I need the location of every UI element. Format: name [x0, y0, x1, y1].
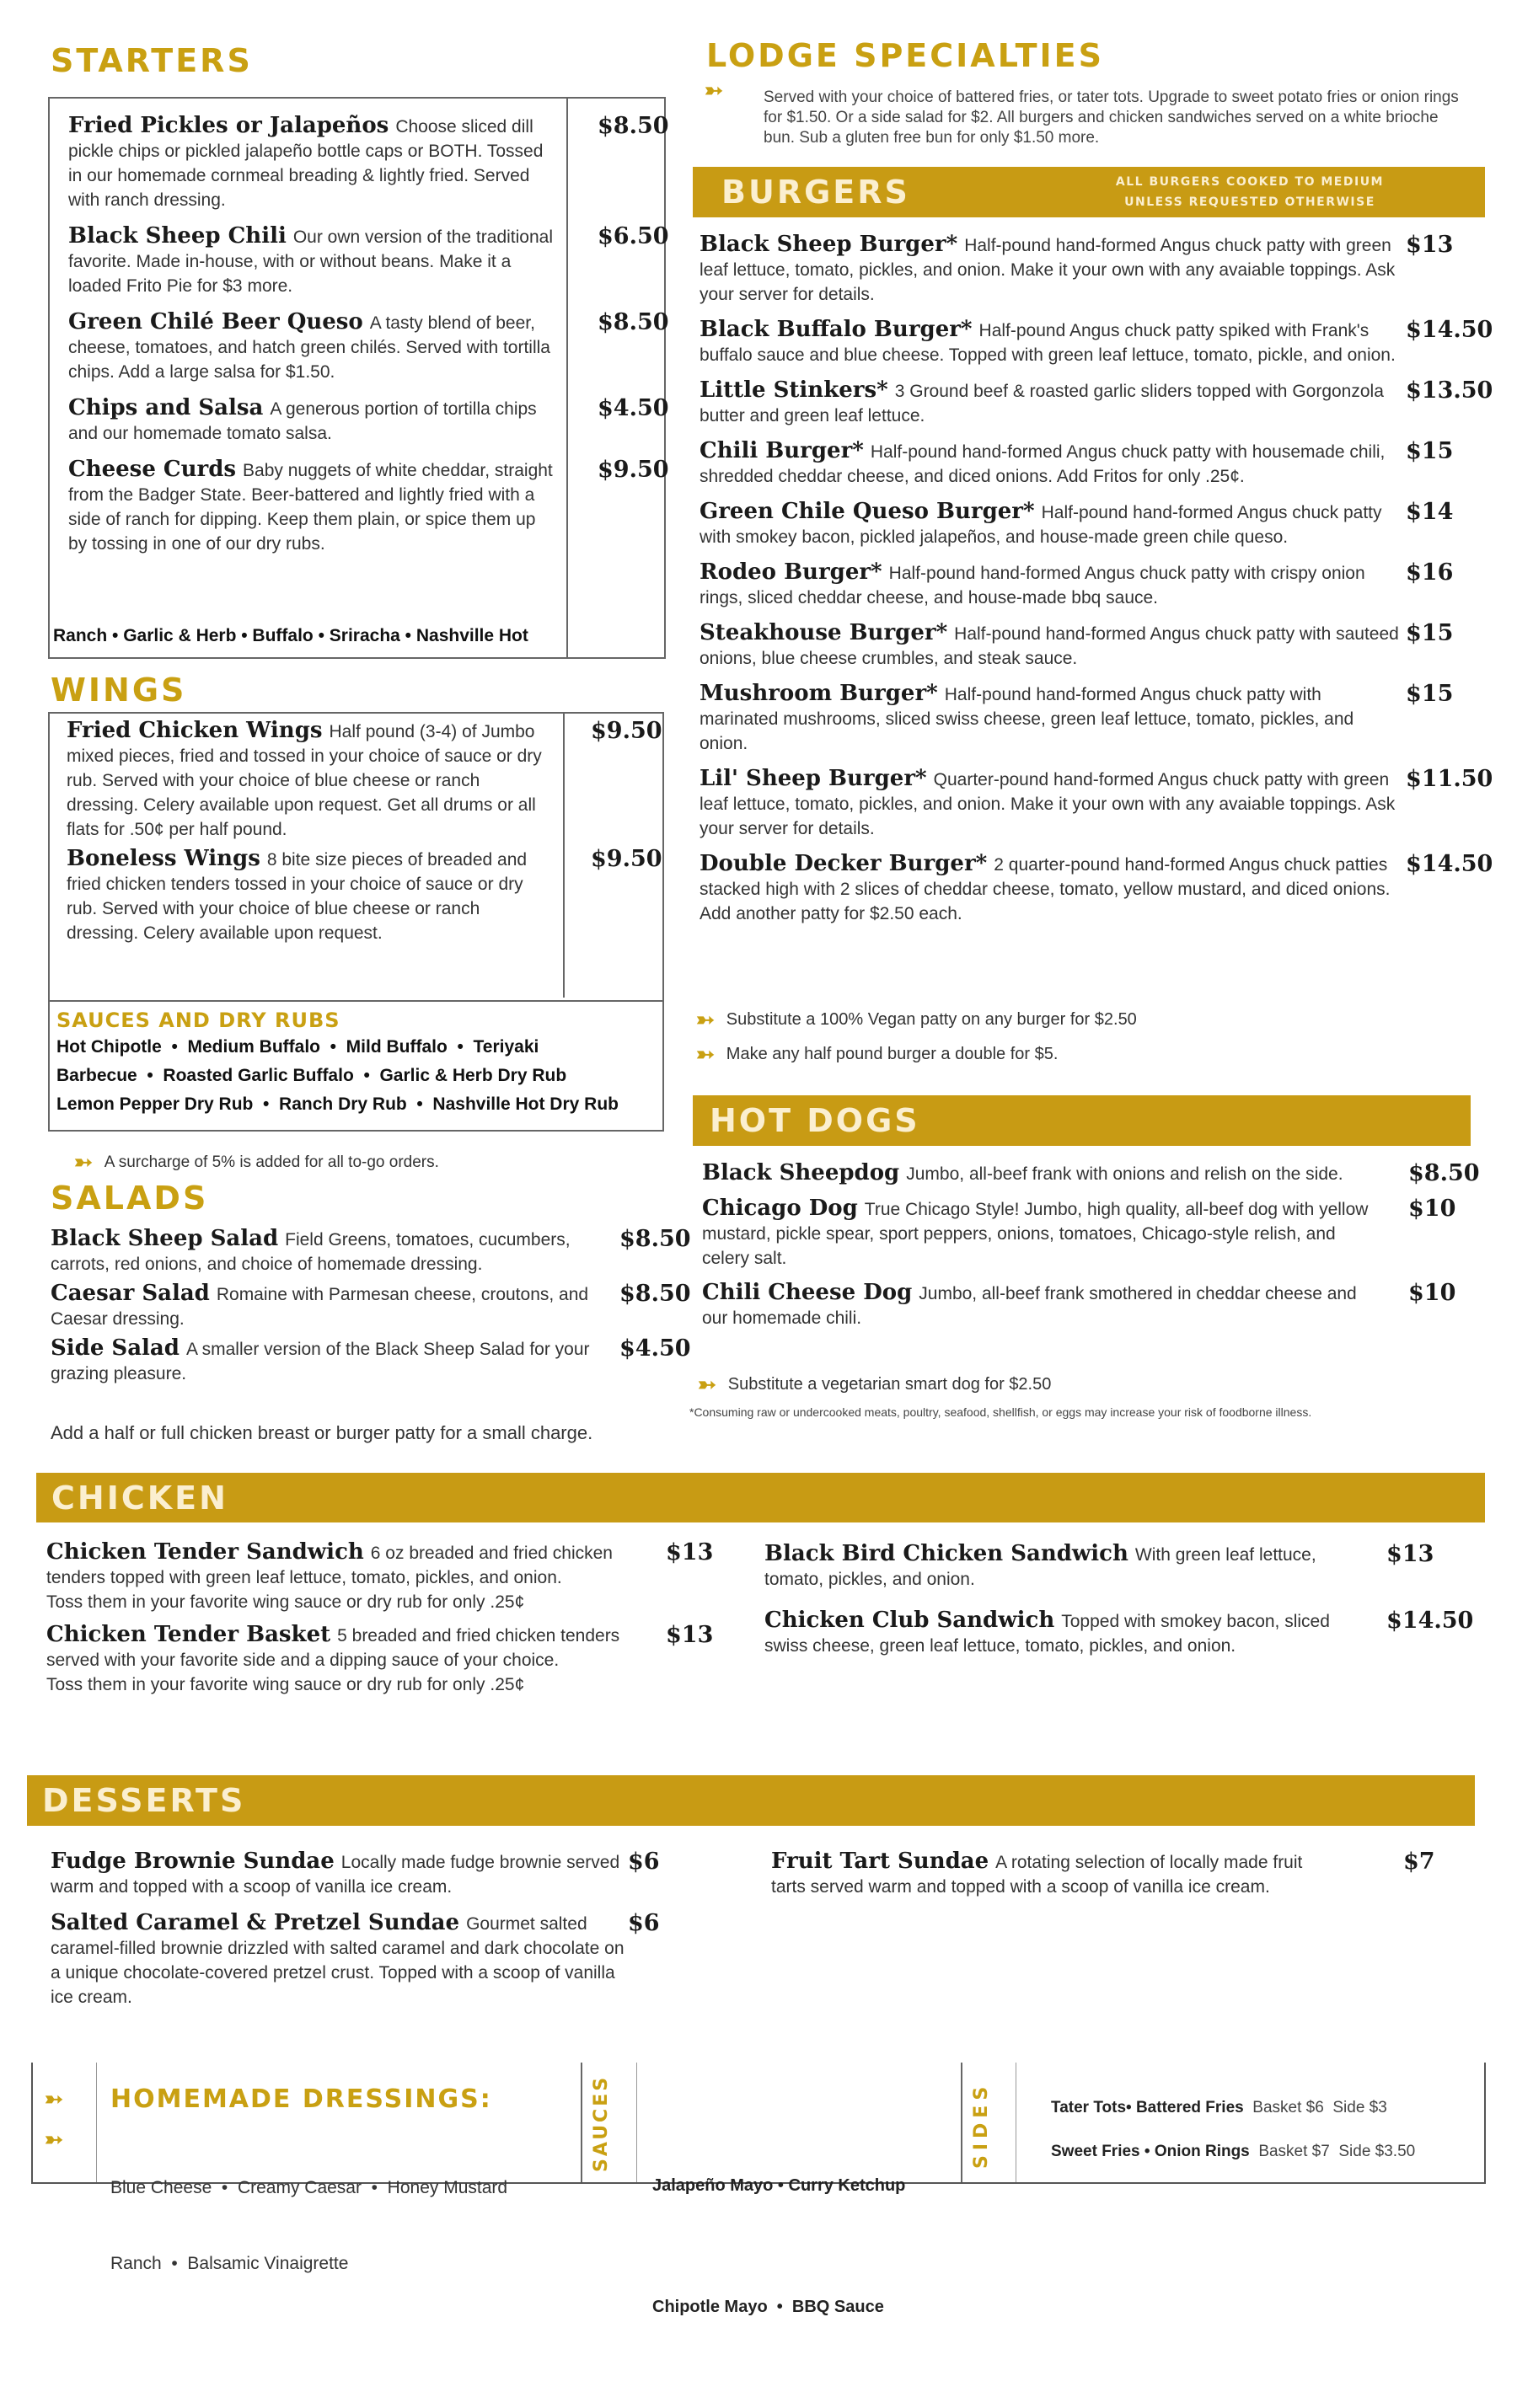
item-name: Chips and Salsa: [68, 395, 264, 420]
starters-box: [48, 97, 669, 659]
item-name: Black Bird Chicken Sandwich: [764, 1541, 1128, 1566]
salads-footer: Add a half or full chicken breast or burger patty for a small charge.: [51, 1422, 593, 1443]
item-description: Baby nuggets of white cheddar, straight from the Badger State. Beer-battered and lightly fried with a side of ranch for dipping. Keep them plain, or spice them up by tossing in one of our dry rubs.: [68, 461, 553, 554]
menu-item: [68, 395, 669, 446]
sides-label: SIDES: [971, 2081, 992, 2169]
menu-item: [51, 1281, 691, 1331]
arrow-icon: ➳: [696, 1007, 715, 1032]
condiments-strip: [31, 2063, 1486, 2316]
dressings-line: Blue Cheese • Creamy Caesar • Honey Mustard: [110, 2178, 508, 2197]
price-divider: [566, 99, 568, 657]
item-price: $14.50: [1386, 1608, 1474, 1634]
item-price: $4.50: [598, 395, 669, 421]
item-price: $6.50: [598, 223, 669, 249]
item-description: Half-pound hand-formed Angus chuck patty with smokey bacon, pickled jalapeños, and house-made green chile queso.: [700, 503, 1382, 547]
sauce-line: Lemon Pepper Dry Rub • Ranch Dry Rub • Nashville Hot Dry Rub: [56, 1094, 619, 1114]
item-name: Chili Burger*: [700, 438, 864, 463]
item-name: Chicken Tender Basket: [46, 1622, 331, 1647]
item-description: A rotating selection of locally made fruit tarts served warm and topped with a scoop of vanilla ice cream.: [771, 1853, 1303, 1897]
divider: [581, 2063, 582, 2182]
item-price: $15: [1406, 620, 1454, 646]
surcharge-text: A surcharge of 5% is added for all to-go orders.: [104, 1153, 439, 1171]
item-price: $9.50: [591, 846, 662, 872]
item-price: $13: [1406, 232, 1454, 258]
hotdogs-list: [702, 1160, 1480, 1340]
menu-item: [700, 559, 1454, 610]
item-price: $8.50: [598, 309, 669, 335]
burgers-list: [700, 232, 1493, 937]
item-price: $14.50: [1406, 317, 1493, 343]
menu-item: [700, 681, 1454, 756]
side-name: Sweet Fries • Onion Rings: [1051, 2143, 1250, 2160]
item-price: $11.50: [1406, 766, 1493, 792]
item-description: Locally made fudge brownie served warm and topped with a scoop of vanilla ice cream.: [51, 1853, 620, 1897]
item-description: 6 oz breaded and fried chicken tenders topped with green leaf lettuce, tomato, pickles, and onion.: [46, 1544, 613, 1587]
menu-item: [702, 1160, 1480, 1186]
item-name: Fruit Tart Sundae: [771, 1849, 989, 1874]
arrow-icon: ➳: [74, 1149, 93, 1175]
item-price: $6: [628, 1910, 660, 1936]
item-price: $8.50: [1408, 1160, 1480, 1186]
item-description: With green leaf lettuce, tomato, pickles, and onion.: [764, 1545, 1316, 1589]
item-description: A generous portion of tortilla chips and our homemade tomato salsa.: [68, 399, 537, 443]
item-description: A smaller version of the Black Sheep Salad for your grazing pleasure.: [51, 1340, 590, 1383]
item-price: $13.50: [1406, 377, 1493, 404]
item-description: Gourmet salted caramel-filled brownie drizzled with salted caramel and dark chocolate on a unique chocolate-covered pretzel crust. Topped with a scoop of vanilla ice cream.: [51, 1914, 624, 2007]
sauces-title: SAUCES AND DRY RUBS: [56, 1009, 340, 1032]
menu-item: [67, 718, 662, 842]
item-name: Side Salad: [51, 1335, 180, 1361]
wings-box: [48, 712, 664, 1132]
item-name: Lil' Sheep Burger*: [700, 766, 927, 791]
salads-title: SALADS: [51, 1180, 209, 1217]
side-price: Basket $6 Side $3: [1252, 2099, 1387, 2116]
item-price: $8.50: [619, 1226, 691, 1252]
item-description: Half-pound hand-formed Angus chuck patty with housemade chili, shredded cheddar cheese, and diced onions. Add Fritos for only .25¢.: [700, 442, 1386, 486]
burgers-subtitle: ALL BURGERS COOKED TO MEDIUM: [1115, 175, 1384, 189]
item-name: Mushroom Burger*: [700, 681, 938, 706]
item-name: Steakhouse Burger*: [700, 620, 948, 645]
menu-item: [51, 1910, 660, 2009]
item-extra: Toss them in your favorite wing sauce or dry rub for only .25¢: [46, 1675, 525, 1694]
item-description: Half-pound hand-formed Angus chuck patty with sauteed onions, blue cheese crumbles, and steak sauce.: [700, 624, 1399, 668]
note-text: Make any half pound burger a double for $5.: [726, 1045, 1059, 1063]
divider: [636, 2063, 637, 2182]
item-name: Black Sheep Chili: [68, 223, 287, 249]
item-description: Choose sliced dill pickle chips or pickled jalapeño bottle caps or BOTH. Tossed in our homemade cornmeal breading & lightly fried. Served with ranch dressing.: [68, 117, 544, 210]
item-price: $4.50: [619, 1335, 691, 1362]
divider: [50, 1000, 662, 1002]
item-description: Our own version of the traditional favorite. Made in-house, with or without beans. Make it a loaded Frito Pie for $3 more.: [68, 227, 553, 296]
item-price: $10: [1408, 1196, 1456, 1222]
wings-list: [67, 718, 662, 950]
wings-title: WINGS: [51, 672, 187, 709]
note-text: Substitute a vegetarian smart dog for $2.50: [727, 1375, 1052, 1394]
item-name: Chicken Club Sandwich: [764, 1608, 1055, 1633]
dressings-line: Ranch • Balsamic Vinaigrette: [110, 2254, 349, 2273]
item-name: Black Buffalo Burger*: [700, 317, 973, 342]
hotdogs-band: [693, 1095, 1471, 1146]
menu-item: [51, 1849, 660, 1899]
menu-item: [700, 851, 1493, 926]
item-price: $6: [628, 1849, 660, 1875]
menu-item: [700, 438, 1454, 489]
item-name: Black Sheepdog: [702, 1160, 900, 1185]
menu-item: [700, 232, 1454, 307]
item-description: Half-pound hand-formed Angus chuck patty with marinated mushrooms, sliced swiss cheese, green leaf lettuce, tomato, pickles, and onion.: [700, 685, 1354, 753]
item-price: $7: [1403, 1849, 1435, 1875]
item-price: $10: [1408, 1280, 1456, 1306]
menu-item: [764, 1608, 1474, 1658]
item-name: Caesar Salad: [51, 1281, 210, 1306]
arrow-icon: ➳: [696, 1041, 715, 1067]
menu-item: [68, 113, 669, 212]
burgers-band: [693, 167, 1485, 217]
item-name: Black Sheep Salad: [51, 1226, 279, 1251]
vegan-note: [696, 1007, 1137, 1033]
sauce-line: Barbecue • Roasted Garlic Buffalo • Garlic & Herb Dry Rub: [56, 1066, 567, 1085]
item-name: Black Sheep Burger*: [700, 232, 958, 257]
menu-item: [700, 766, 1493, 841]
item-name: Chicago Dog: [702, 1196, 858, 1221]
dressings-title: HOMEMADE DRESSINGS:: [110, 2084, 492, 2114]
menu-item: [51, 1226, 691, 1276]
item-description: Half-pound Angus chuck patty spiked with Frank's buffalo sauce and blue cheese. Topped with green leaf lettuce, tomato, pickle, and onion.: [700, 321, 1396, 365]
item-description: Jumbo, all-beef frank with onions and relish on the side.: [906, 1164, 1343, 1184]
item-name: Rodeo Burger*: [700, 559, 882, 585]
sauces-label: SAUCES: [591, 2074, 612, 2172]
item-price: $16: [1406, 559, 1454, 586]
item-name: Double Decker Burger*: [700, 851, 988, 876]
lodge-note: Served with your choice of battered fries, or tater tots. Upgrade to sweet potato fries or onion rings for $1.50. Or a side salad for $2. All burgers and chicken sandwiches served on a white brioche bun. Sub a gluten free bun for only $1.50 more.: [764, 88, 1459, 147]
item-extra: Toss them in your favorite wing sauce or dry rub for only .25¢: [46, 1592, 525, 1612]
menu-item: [67, 846, 662, 945]
menu-item: [700, 377, 1493, 428]
item-name: Green Chile Queso Burger*: [700, 499, 1035, 524]
side-item: [1051, 2130, 1415, 2174]
menu-item: [700, 317, 1493, 367]
smartdog-note: [698, 1372, 1051, 1398]
divider: [961, 2063, 962, 2182]
menu-item: [764, 1541, 1434, 1592]
item-description: Half pound (3-4) of Jumbo mixed pieces, fried and tossed in your choice of sauce or dry rub. Served with your choice of blue cheese or ranch dressing. Celery available upon request. Get all drums or all flats for .50¢ per half pound.: [67, 722, 542, 839]
desserts-left-list: [51, 1849, 660, 2021]
desserts-right-list: [771, 1849, 1435, 1911]
item-name: Salted Caramel & Pretzel Sundae: [51, 1910, 460, 1935]
burgers-subtitle: UNLESS REQUESTED OTHERWISE: [1124, 195, 1375, 209]
item-description: A tasty blend of beer, cheese, tomatoes, and hatch green chilés. Served with tortilla chips. Add a large salsa for $1.50.: [68, 313, 550, 382]
surcharge-note: [74, 1149, 439, 1175]
food-disclaimer: *Consuming raw or undercooked meats, poultry, seafood, shellfish, or eggs may increase your risk of foodborne illness.: [689, 1405, 1312, 1419]
note-text: Substitute a 100% Vegan patty on any burger for $2.50: [726, 1010, 1137, 1029]
double-note: [696, 1041, 1137, 1068]
menu-item: [771, 1849, 1435, 1899]
item-price: $13: [666, 1622, 714, 1648]
starters-dips: Ranch • Garlic & Herb • Buffalo • Sriracha • Nashville Hot: [53, 626, 528, 645]
item-description: 3 Ground beef & roasted garlic sliders topped with Gorgonzola butter and green leaf lettuce.: [700, 382, 1384, 425]
side-item: [1051, 2086, 1415, 2130]
item-name: Fried Chicken Wings: [67, 718, 323, 743]
menu-item: [46, 1622, 714, 1697]
item-description: 2 quarter-pound hand-formed Angus chuck patties stacked high with 2 slices of cheddar cheese, tomato, yellow mustard, and diced onions. Add another patty for $2.50 each.: [700, 855, 1391, 923]
sauce-line: Jalapeño Mayo • Curry Ketchup: [652, 2176, 906, 2195]
item-price: $14.50: [1406, 851, 1493, 877]
menu-item: [46, 1539, 714, 1614]
item-price: $13: [1386, 1541, 1434, 1567]
item-description: Quarter-pound hand-formed Angus chuck patty with green leaf lettuce, tomato, pickles, and onion. Make it your own with any avaiable toppings. Ask your server for details.: [700, 770, 1396, 838]
desserts-band: [27, 1775, 1475, 1826]
starters-title: STARTERS: [51, 42, 253, 79]
item-price: $8.50: [619, 1281, 691, 1307]
item-description: Topped with smokey bacon, sliced swiss cheese, green leaf lettuce, tomato, pickles, and onion.: [764, 1612, 1330, 1656]
chicken-left-list: [46, 1539, 714, 1705]
item-description: Field Greens, tomatoes, cucumbers, carrots, red onions, and choice of homemade dressing.: [51, 1230, 571, 1274]
item-price: $8.50: [598, 113, 669, 139]
menu-item: [700, 499, 1454, 549]
item-name: Chili Cheese Dog: [702, 1280, 913, 1305]
lodge-title: LODGE SPECIALTIES: [706, 37, 1105, 74]
sauce-line: Chipotle Mayo • BBQ Sauce: [652, 2298, 884, 2316]
side-price: Basket $7 Side $3.50: [1258, 2143, 1416, 2160]
side-name: Tater Tots• Battered Fries: [1051, 2099, 1244, 2116]
menu-item: [51, 1335, 691, 1386]
arrow-icon: ➳: [45, 2086, 63, 2111]
item-price: $14: [1406, 499, 1454, 525]
item-name: Fried Pickles or Jalapeños: [68, 113, 389, 138]
arrow-icon: ➳: [705, 78, 723, 103]
item-name: Cheese Curds: [68, 457, 237, 482]
item-description: Romaine with Parmesan cheese, croutons, and Caesar dressing.: [51, 1285, 589, 1329]
item-name: Little Stinkers*: [700, 377, 888, 403]
item-price: $9.50: [598, 457, 669, 483]
desserts-title: DESSERTS: [42, 1782, 246, 1819]
chicken-right-list: [764, 1541, 1474, 1675]
burgers-title: BURGERS: [721, 174, 910, 211]
item-price: $15: [1406, 438, 1454, 464]
item-price: $13: [666, 1539, 714, 1565]
divider: [96, 2063, 97, 2182]
salads-list: [51, 1226, 691, 1391]
item-name: Green Chilé Beer Queso: [68, 309, 363, 334]
item-description: Half-pound hand-formed Angus chuck patty with green leaf lettuce, tomato, pickles, and onion. Make it your own with any avaiable toppings. Ask your server for details.: [700, 236, 1396, 304]
menu-item: [68, 309, 669, 384]
item-description: True Chicago Style! Jumbo, high quality, all-beef dog with yellow mustard, pickle spear, sport peppers, onions, tomatoes, Chicago-style relish, and celery salt.: [702, 1200, 1369, 1268]
menu-item: [68, 223, 669, 298]
menu-item: [700, 620, 1454, 671]
item-name: Fudge Brownie Sundae: [51, 1849, 335, 1874]
chicken-title: CHICKEN: [51, 1479, 228, 1517]
sauce-line: Hot Chipotle • Medium Buffalo • Mild Buffalo • Teriyaki: [56, 1037, 539, 1057]
starters-list: [68, 113, 669, 568]
arrow-icon: ➳: [45, 2127, 63, 2152]
hotdogs-title: HOT DOGS: [710, 1102, 920, 1139]
item-price: $9.50: [591, 718, 662, 744]
item-price: $15: [1406, 681, 1454, 707]
item-description: Half-pound hand-formed Angus chuck patty with crispy onion rings, sliced cheddar cheese, and house-made bbq sauce.: [700, 564, 1365, 607]
menu-item: [68, 457, 669, 556]
item-description: 5 breaded and fried chicken tenders served with your favorite side and a dipping sauce of your choice.: [46, 1626, 620, 1670]
arrow-icon: ➳: [698, 1372, 716, 1397]
item-description: Jumbo, all-beef frank smothered in cheddar cheese and our homemade chili.: [702, 1284, 1357, 1328]
item-name: Chicken Tender Sandwich: [46, 1539, 364, 1565]
menu-item: [702, 1196, 1456, 1271]
item-name: Boneless Wings: [67, 846, 260, 871]
chicken-band: [36, 1473, 1485, 1522]
price-divider: [563, 714, 565, 998]
item-description: 8 bite size pieces of breaded and fried chicken tenders tossed in your choice of sauce or dry rub. Served with your choice of blue cheese or ranch dressing. Celery available upon request.: [67, 850, 528, 943]
menu-item: [702, 1280, 1456, 1330]
